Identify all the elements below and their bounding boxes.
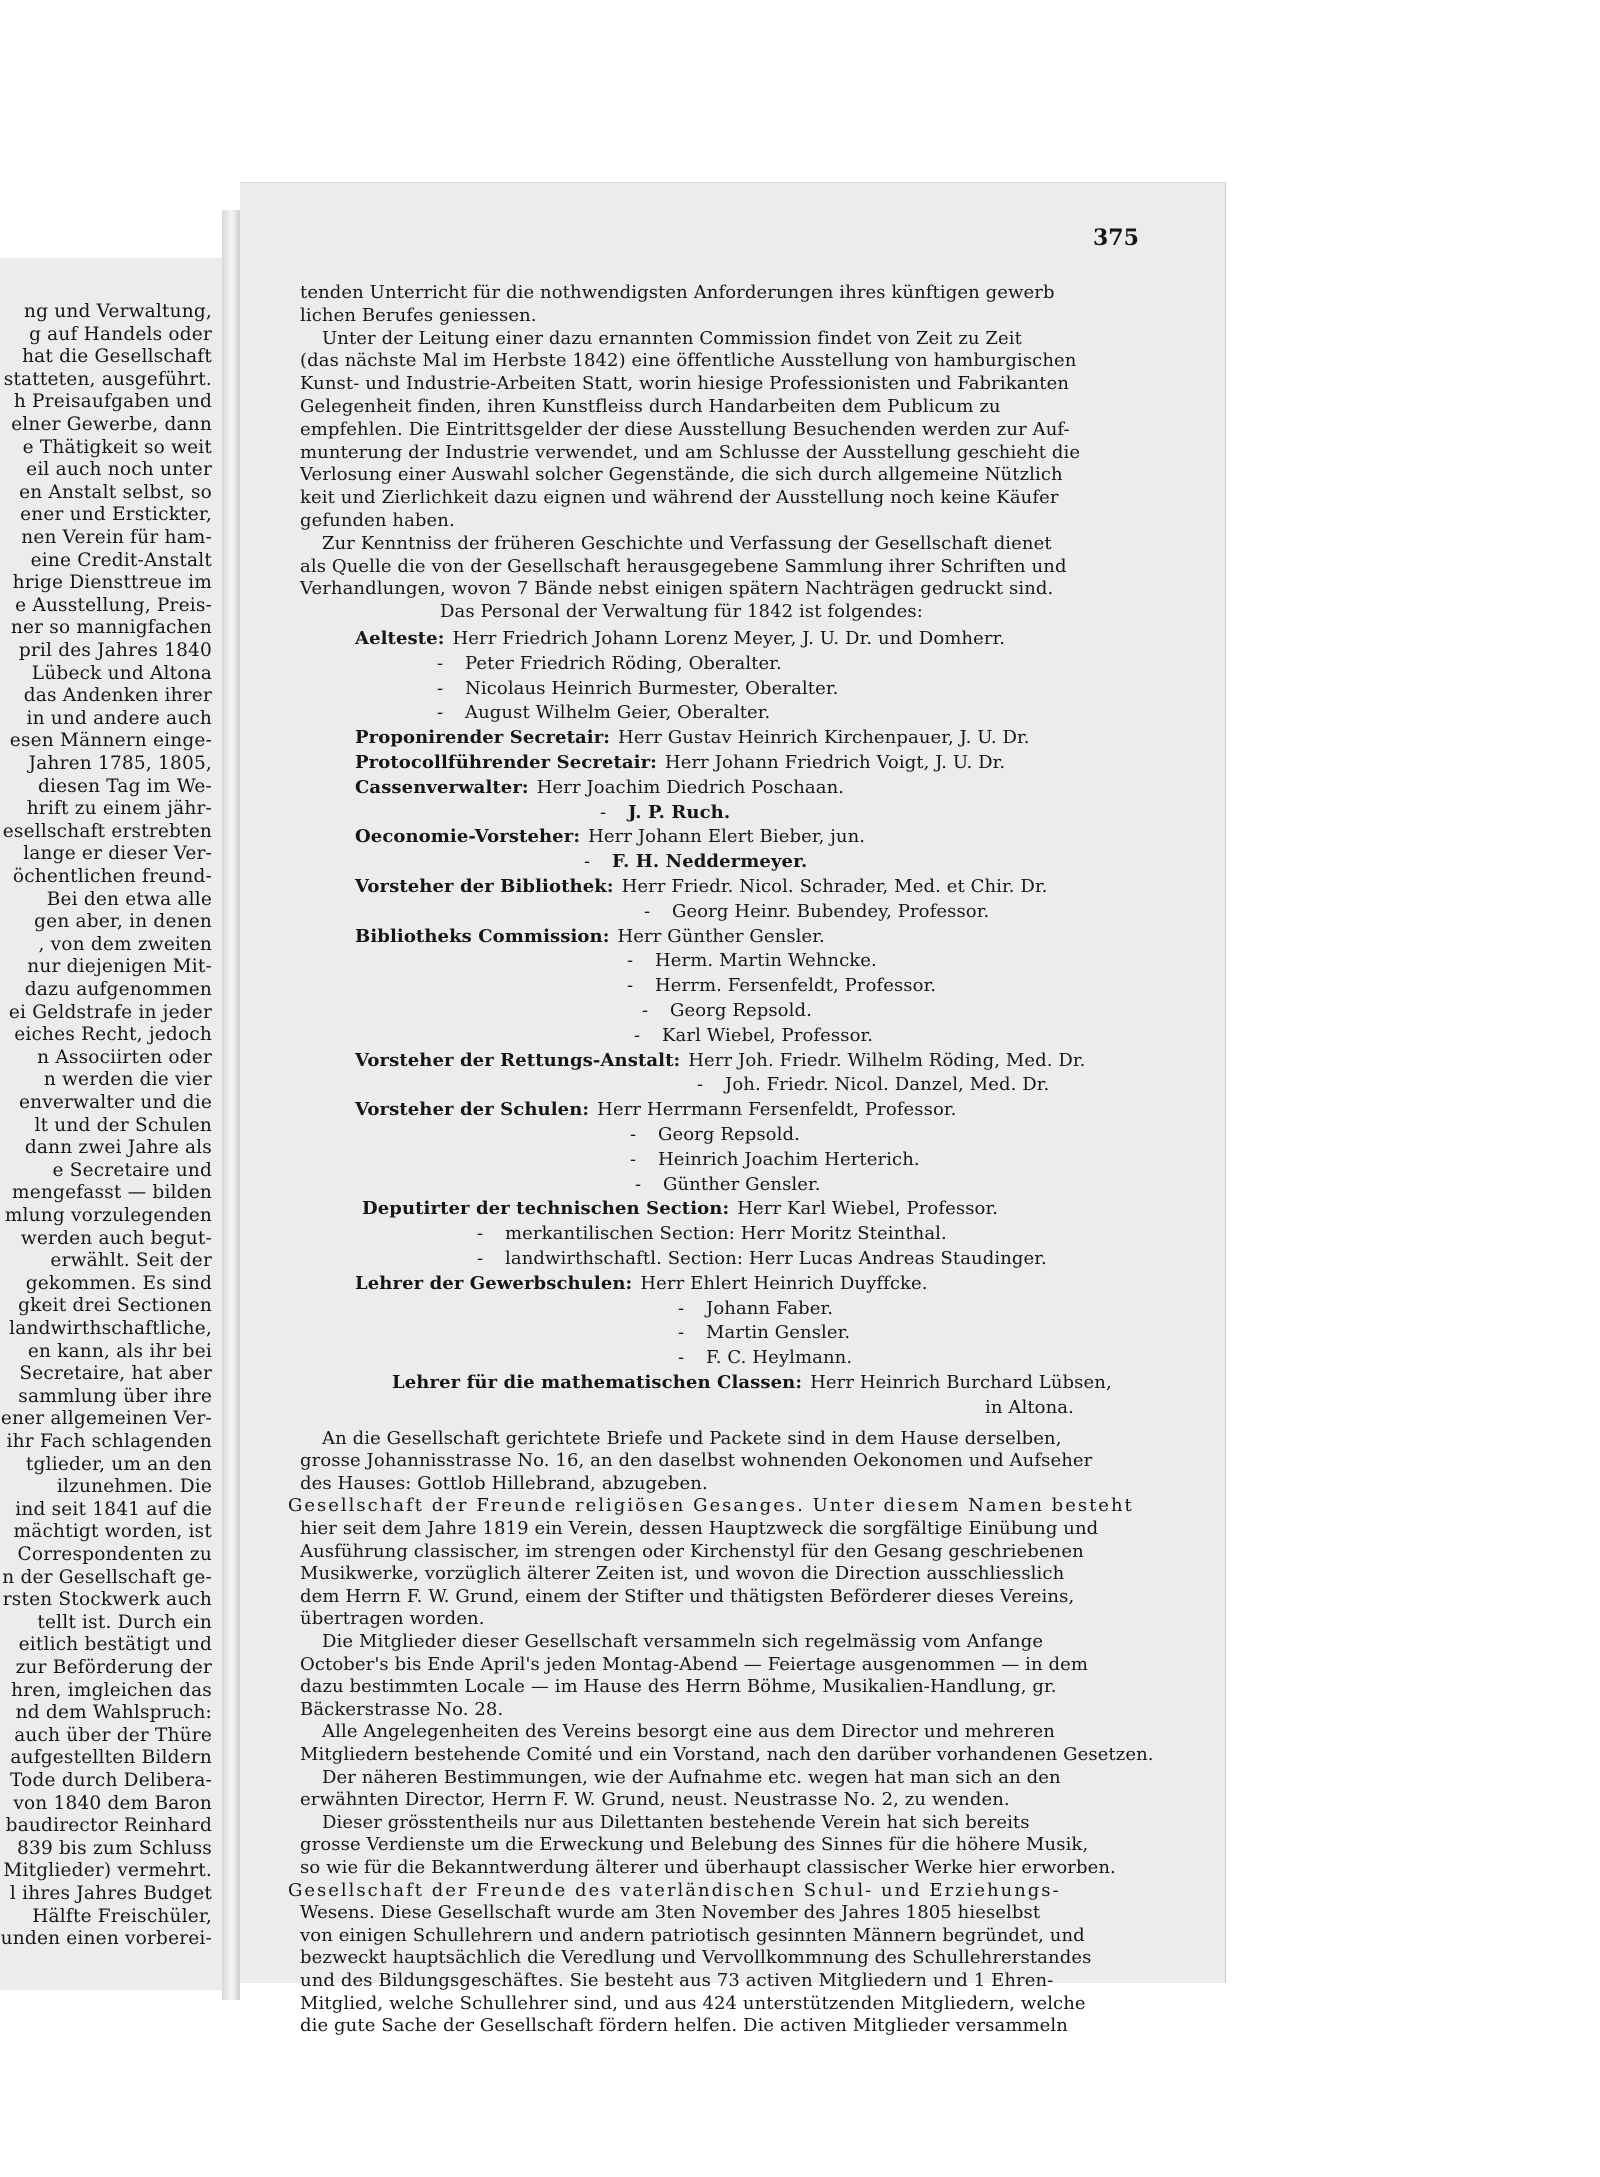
personnel-role: Bibliotheks Commission: [355, 925, 610, 947]
ditto-dash: - [584, 851, 591, 873]
left-column-line: Mitglieder) vermehrt. [3, 1860, 212, 1882]
paragraph-line: October's bis Ende April's jeden Montag-Abend — Feiertage ausgenommen — in dem [300, 1653, 1089, 1675]
page-number: 375 [1093, 225, 1139, 251]
left-column-line: auch über der Thüre [14, 1724, 212, 1746]
paragraph-line: keit und Zierlichkeit dazu eignen und während der Ausstellung noch keine Käufer [300, 487, 1059, 509]
left-column-line: ilzunehmen. Die [56, 1476, 212, 1498]
ditto-dash: - [697, 1074, 704, 1096]
personnel-name: F. H. Neddermeyer. [612, 851, 808, 873]
paragraph-line: Die Mitglieder dieser Gesellschaft versammeln sich regelmässig vom Anfange [322, 1631, 1044, 1652]
left-column-line: werden auch begut- [20, 1227, 212, 1249]
left-column-line: tellt ist. Durch ein [37, 1611, 212, 1633]
left-column-line: n werden die vier [43, 1069, 212, 1091]
paragraph-line: tenden Unterricht für die nothwendigsten Anforderungen ihres künftigen gewerb [300, 282, 1055, 303]
paragraph-line: Ausführung classischer, im strengen oder Kirchenstyl für den Gesang geschriebenen [300, 1540, 1084, 1562]
ditto-dash: - [600, 801, 607, 823]
left-column-line: tglieder, um an den [25, 1453, 212, 1475]
ditto-dash: - [477, 1248, 484, 1269]
personnel-role: Oeconomie-Vorsteher: [355, 826, 581, 848]
left-column-line: ner so mannigfachen [10, 617, 212, 639]
ditto-dash: - [635, 1173, 642, 1195]
paragraph-line: Bäckerstrasse No. 28. [300, 1698, 504, 1720]
paragraph-line: Musikwerke, vorzüglich älterer Zeiten ist, und wovon die Direction ausschliesslich [300, 1563, 1065, 1585]
personnel-name: Herr Ehlert Heinrich Duyffcke. [640, 1272, 928, 1294]
ditto-dash: - [437, 677, 444, 699]
paragraph-line: An die Gesellschaft gerichtete Briefe und Packete sind in dem Hause derselben, [322, 1427, 1062, 1449]
left-page-fragment [0, 258, 223, 1990]
left-column-line: nd dem Wahlspruch: [15, 1702, 212, 1724]
left-column-line: l ihres Jahres Budget [9, 1883, 212, 1904]
paragraph-line: hier seit dem Jahre 1819 ein Verein, dessen Hauptzweck die sorgfältige Einübung und [300, 1518, 1099, 1539]
left-column-line: e Thätigkeit so weit [22, 436, 212, 458]
personnel-name: Karl Wiebel, Professor. [662, 1024, 874, 1046]
personnel-name: landwirthschaftl. Section: Herr Lucas Andreas Staudinger. [505, 1248, 1047, 1269]
paragraph-line: Verhandlungen, wovon 7 Bände nebst einigen spätern Nachträgen gedruckt sind. [300, 578, 1054, 600]
left-column-line: rsten Stockwerk auch [2, 1589, 212, 1611]
paragraph-line: Unter der Leitung einer dazu ernannten Commission findet von Zeit zu Zeit [322, 327, 1022, 349]
left-column-line: ei Geldstrafe in jeder [8, 1001, 212, 1023]
paragraph-line: (das nächste Mal im Herbste 1842) eine öffentliche Ausstellung von hamburgischen [300, 350, 1077, 372]
personnel-name: Herr Günther Gensler. [617, 925, 825, 947]
paragraph-line: lichen Berufes geniessen. [300, 304, 537, 326]
left-column-line: n der Gesellschaft ge- [2, 1566, 212, 1588]
paragraph-line: Mitglied, welche Schullehrer sind, und aus 424 unterstützenden Mitgliedern, welche [300, 1992, 1086, 2014]
paragraph-line: Alle Angelegenheiten des Vereins besorgt eine aus dem Director und mehreren [322, 1721, 1055, 1743]
personnel-name: Joh. Friedr. Nicol. Danzel, Med. Dr. [725, 1074, 1050, 1096]
left-column-line: von 1840 dem Baron [13, 1792, 212, 1814]
paragraph-line: Verlosung einer Auswahl solcher Gegenstände, die sich durch allgemeine Nützlich [300, 464, 1063, 486]
personnel-name: F. C. Heylmann. [706, 1347, 853, 1369]
personnel-name: Nicolaus Heinrich Burmester, Oberalter. [465, 677, 839, 699]
personnel-name: Herr Herrmann Fersenfeldt, Professor. [597, 1099, 957, 1121]
section-heading-line: Gesellschaft der Freunde des vaterländischen Schul- und Erziehungs- [288, 1879, 1061, 1901]
personnel-role: Deputirter der technischen Section: [362, 1198, 730, 1220]
personnel-name: in Altona. [985, 1396, 1074, 1418]
paragraph-line: Mitgliedern bestehende Comité und ein Vorstand, nach den darüber vorhandenen Gesetzen. [300, 1744, 1154, 1765]
left-column-line: Correspondenten zu [17, 1544, 212, 1565]
left-column-line: hrift zu einem jähr- [26, 798, 212, 820]
ditto-dash: - [437, 652, 444, 674]
left-column-line: sammlung über ihre [18, 1385, 212, 1407]
left-column-line: esellschaft erstrebten [2, 820, 212, 842]
left-column-line: baudirector Reinhard [5, 1815, 212, 1837]
left-column-line: lange er dieser Ver- [23, 843, 212, 865]
personnel-role: Protocollführender Secretair: [355, 752, 657, 773]
left-column-line: hrige Diensttreue im [12, 572, 212, 594]
left-column-line: dann zwei Jahre als [24, 1137, 212, 1159]
paragraph-line: Zur Kenntniss der früheren Geschichte und Verfassung der Gesellschaft dienet [322, 532, 1052, 554]
personnel-name: Georg Repsold. [670, 1000, 812, 1021]
left-column-line: Bei den etwa alle [46, 888, 212, 910]
left-column-line: n Associirten oder [37, 1046, 212, 1068]
left-column-line: ener allgemeinen Ver- [0, 1408, 212, 1430]
personnel-name: Georg Repsold. [658, 1124, 800, 1145]
left-column-line: hat die Gesellschaft [22, 346, 212, 368]
personnel-name: Günther Gensler. [663, 1173, 821, 1195]
personnel-name: Herr Joh. Friedr. Wilhelm Röding, Med. Dr. [688, 1049, 1086, 1071]
personnel-name: merkantilischen Section: Herr Moritz Steinthal. [505, 1223, 947, 1245]
paragraph-line: Dieser grösstentheils nur aus Dilettanten bestehende Verein hat sich bereits [322, 1811, 1030, 1833]
paragraph-line: munterung der Industrie verwendet, und am Schlusse der Ausstellung geschieht die [300, 441, 1081, 463]
left-column-line: hren, imgleichen das [11, 1679, 212, 1701]
left-column-line: gen aber, in denen [34, 911, 212, 933]
ditto-dash: - [630, 1148, 637, 1170]
left-column-line: dazu aufgenommen [24, 979, 212, 1000]
left-column-line: h Preisaufgaben und [13, 391, 212, 413]
left-column-line: das Andenken ihrer [23, 685, 212, 707]
paragraph-line: von einigen Schullehrern und andern patriotisch gesinnten Männern begründet, und [300, 1924, 1085, 1946]
left-column-line: pril des Jahres 1840 [18, 640, 212, 661]
left-column-line: zur Beförderung der [15, 1657, 212, 1678]
paragraph-line: Wesens. Diese Gesellschaft wurde am 3ten November des Jahres 1805 hieselbst [300, 1902, 1041, 1924]
personnel-name: Herr Friedr. Nicol. Schrader, Med. et Chir. Dr. [621, 876, 1048, 897]
personnel-name: August Wilhelm Geier, Oberalter. [465, 702, 771, 724]
personnel-role: Aelteste: [355, 628, 445, 649]
left-column-line: Jahren 1785, 1805, [28, 753, 212, 774]
paragraph-line: als Quelle die von der Gesellschaft herausgegebene Sammlung ihrer Schriften und [300, 555, 1067, 577]
paragraph-line: des Hauses: Gottlob Hillebrand, abzugeben. [300, 1472, 708, 1494]
left-column-line: g auf Handels oder [29, 323, 212, 345]
left-column-line: , von dem zweiten [38, 933, 212, 955]
personnel-name: Martin Gensler. [706, 1322, 851, 1344]
left-column-line: 839 bis zum Schluss [17, 1837, 212, 1859]
left-column-line: Hälfte Freischüler, [32, 1905, 212, 1927]
left-column-line: ind seit 1841 auf die [15, 1498, 212, 1520]
paragraph-line: und des Bildungsgeschäftes. Sie besteht aus 73 activen Mitgliedern und 1 Ehren- [300, 1970, 1054, 1991]
left-column-line: aufgestellten Bildern [10, 1747, 212, 1769]
personnel-role: Cassenverwalter: [355, 776, 529, 798]
left-column-line: diesen Tag im We- [37, 775, 212, 797]
left-column-line: Tode durch Delibera- [10, 1770, 212, 1791]
ditto-dash: - [627, 950, 634, 972]
personnel-role: Lehrer für die mathematischen Classen: [392, 1372, 803, 1393]
personnel-name: Peter Friedrich Röding, Oberalter. [465, 652, 782, 674]
left-column-line: mengefasst — bilden [12, 1182, 212, 1204]
left-column-line: enverwalter und die [18, 1092, 212, 1113]
personnel-heading: Das Personal der Verwaltung für 1842 ist folgendes: [440, 601, 923, 623]
paragraph-line: Der näheren Bestimmungen, wie der Aufnahme etc. wegen hat man sich an den [322, 1766, 1061, 1788]
left-column-line: Secretaire, hat aber [19, 1363, 212, 1385]
left-column-line: en kann, als ihr bei [27, 1340, 212, 1362]
paragraph-line: dem Herrn F. W. Grund, einem der Stifter und thätigsten Beförderer dieses Vereins, [300, 1585, 1075, 1607]
left-column-line: mächtigt worden, ist [13, 1521, 212, 1543]
ditto-dash: - [477, 1223, 484, 1245]
personnel-role: Vorsteher der Rettungs-Anstalt: [355, 1049, 681, 1071]
left-column-line: eiches Recht, jedoch [14, 1024, 212, 1046]
paragraph-line: dazu bestimmten Locale — im Hause des Herrn Böhme, Musikalien-Handlung, gr. [300, 1676, 1057, 1698]
paragraph-line: grosse Verdienste um die Erweckung und Belebung des Sinnes für die höhere Musik, [300, 1834, 1089, 1856]
paragraph-line: so wie für die Bekanntwerdung älterer und überhaupt classischer Werke hier erworben. [300, 1857, 1116, 1878]
personnel-name: Herr Gustav Heinrich Kirchenpauer, J. U. Dr. [618, 727, 1030, 749]
personnel-role: Vorsteher der Schulen: [355, 1099, 590, 1121]
ditto-dash: - [634, 1024, 641, 1046]
left-column-line: statteten, ausgeführt. [3, 368, 212, 390]
ditto-dash: - [678, 1297, 685, 1319]
left-column-line: in und andere auch [26, 707, 212, 729]
left-column-line: eitlich bestätigt und [18, 1634, 212, 1656]
left-column-line: eine Credit-Anstalt [30, 549, 212, 571]
paragraph-line: erwähnten Director, Herrn F. W. Grund, neust. Neustrasse No. 2, zu wenden. [300, 1789, 1010, 1811]
ditto-dash: - [678, 1347, 685, 1369]
paragraph-line: bezweckt hauptsächlich die Veredlung und Vervollkommnung des Schullehrerstandes [300, 1947, 1092, 1969]
left-column-line: lt und der Schulen [34, 1114, 212, 1136]
left-column-line: gkeit drei Sectionen [18, 1295, 212, 1317]
paragraph-line: gefunden haben. [300, 510, 455, 531]
paragraph-line: übertragen worden. [300, 1608, 485, 1630]
paragraph-line: empfehlen. Die Eintrittsgelder der diese Ausstellung Besuchenden werden zur Auf- [300, 418, 1070, 440]
left-column-line: e Secretaire und [52, 1159, 212, 1181]
ditto-dash: - [627, 975, 634, 997]
section-heading-line: Gesellschaft der Freunde religiösen Gesanges. Unter diesem Namen besteht [288, 1495, 1134, 1517]
paragraph-line: grosse Johannisstrasse No. 16, an den daselbst wohnenden Oekonomen und Aufseher [300, 1450, 1093, 1472]
left-column-line: mlung vorzulegenden [4, 1205, 212, 1226]
left-column-line: ihr Fach schlagenden [6, 1431, 212, 1452]
paragraph-line: Kunst- und Industrie-Arbeiten Statt, worin hiesige Professionisten und Fabrikanten [300, 373, 1070, 395]
left-column-line: öchentlichen freund- [12, 866, 212, 887]
left-column-line: elner Gewerbe, dann [11, 414, 212, 435]
ditto-dash: - [642, 1000, 649, 1021]
personnel-role: Proponirender Secretair: [355, 727, 611, 749]
left-column-line: eil auch noch unter [26, 459, 212, 481]
personnel-name: Herr Friedrich Johann Lorenz Meyer, J. U. Dr. und Domherr. [452, 628, 1006, 649]
personnel-name: J. P. Ruch. [628, 801, 731, 823]
left-column-line: ng und Verwaltung, [23, 301, 212, 322]
left-column-line: esen Männern einge- [9, 730, 212, 752]
left-column-line: ener und Erstickter, [20, 504, 212, 526]
personnel-name: Herr Karl Wiebel, Professor. [737, 1198, 999, 1220]
left-column-line: gekommen. Es sind [25, 1272, 212, 1294]
personnel-name: Herr Johann Elert Bieber, jun. [588, 826, 866, 848]
personnel-name: Herr Joachim Diedrich Poschaan. [536, 776, 845, 798]
personnel-name: Johann Faber. [706, 1297, 834, 1319]
ditto-dash: - [678, 1322, 685, 1344]
ditto-dash: - [437, 702, 444, 724]
personnel-name: Herm. Martin Wehncke. [655, 950, 877, 972]
personnel-name: Herrm. Fersenfeldt, Professor. [655, 975, 937, 997]
left-column-line: erwählt. Seit der [50, 1250, 212, 1272]
left-column-line: en Anstalt selbst, so [19, 481, 212, 503]
paragraph-line: die gute Sache der Gesellschaft fördern helfen. Die activen Mitglieder versammeln [300, 2015, 1068, 2037]
personnel-name: Herr Johann Friedrich Voigt, J. U. Dr. [664, 752, 1006, 773]
left-column-line: nen Verein für ham- [21, 527, 212, 548]
personnel-role: Vorsteher der Bibliothek: [355, 876, 614, 897]
personnel-name: Georg Heinr. Bubendey, Professor. [672, 900, 990, 922]
personnel-name: Heinrich Joachim Herterich. [658, 1148, 920, 1170]
left-column-line: landwirthschaftliche, [9, 1318, 212, 1339]
left-column-line: e Ausstellung, Preis- [15, 594, 212, 616]
ditto-dash: - [630, 1124, 637, 1145]
left-column-line: Lübeck und Altona [31, 662, 212, 684]
book-spine [222, 210, 240, 2000]
personnel-name: Herr Heinrich Burchard Lübsen, [810, 1372, 1112, 1393]
left-column-line: unden einen vorberei- [0, 1928, 212, 1950]
ditto-dash: - [644, 900, 651, 922]
paragraph-line: Gelegenheit finden, ihren Kunstfleiss durch Handarbeiten dem Publicum zu [300, 396, 1001, 417]
left-column-line: nur diejenigen Mit- [27, 956, 212, 978]
personnel-role: Lehrer der Gewerbschulen: [355, 1272, 633, 1294]
